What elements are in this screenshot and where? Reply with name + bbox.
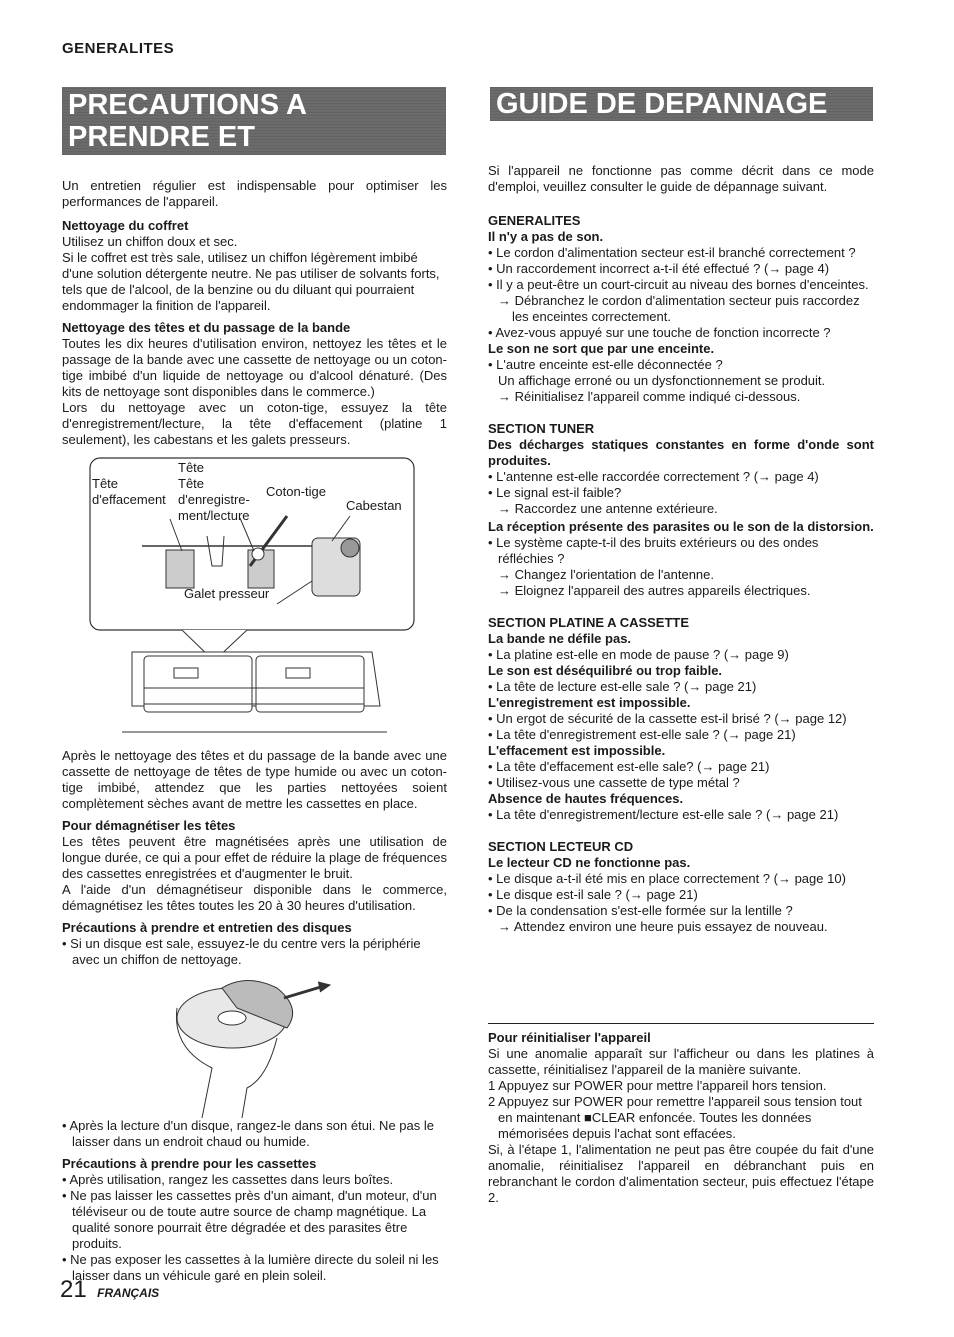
intro-text: Un entretien régulier est indispensable pour optimiser les performances de l'appareil.	[62, 178, 447, 209]
right-column	[488, 163, 874, 1206]
disques-bullet2: • Après la lecture d'un disque, rangez-le dans son étui. Ne pas le laisser dans un endroit chaud ou humide.	[62, 1118, 434, 1149]
reset-step1: 1 Appuyez sur POWER pour mettre l'appareil hors tension.	[488, 1078, 827, 1093]
tuner-bullet1: • L'antenne est-elle raccordée correctement ? (→ page 4)	[488, 469, 819, 484]
label-tete-effacement: Tête d'effacement	[92, 476, 166, 507]
k7-heading1: La bande ne défile pas.	[488, 631, 632, 646]
tuner-arrow1: → Raccordez une antenne extérieure.	[498, 501, 718, 516]
gen-bullet5: • L'autre enceinte est-elle déconnectée ?	[488, 357, 723, 372]
k7-bullet5: • La tête d'effacement est-elle sale? (→ page 21)	[488, 759, 770, 774]
gen-bullet4: • Avez-vous appuyé sur une touche de fonction incorrecte ?	[488, 325, 831, 340]
k7-bullet7: • La tête d'enregistrement/lecture est-elle sale ? (→ page 21)	[488, 807, 839, 822]
reset-text2: Si, à l'étape 1, l'alimentation ne peut pas être coupée du fait d'une anomalie, réinitialisez l'appareil en débranchant puis en rebranchant le cordon d'alimentation secteur, puis effectuez l'étape 2.	[488, 1142, 874, 1205]
k7-bullet1: • La platine est-elle en mode de pause ? (→ page 9)	[488, 647, 789, 662]
gen-section-title: GENERALITES	[488, 213, 581, 228]
reset-step2: 2 Appuyez sur POWER pour remettre l'appareil sous tension tout en maintenant ■CLEAR enfoncée. Toutes les données mémorisées depuis l'achat sont effacées.	[488, 1094, 862, 1141]
banner-depannage: GUIDE DE DEPANNAGE	[490, 87, 873, 121]
disques-bullet1: • Si un disque est sale, essuyez-le du centre vers la périphérie avec un chiffon de nettoyage.	[62, 936, 421, 967]
disc-cleaning-illustration	[62, 968, 447, 1118]
label-galet: Galet presseur	[184, 586, 270, 601]
tetes-text1: Toutes les dix heures d'utilisation environ, nettoyez les têtes et le passage de la bande avec une cassette de nettoyage ou un coton-tige imbibé d'un liquide de nettoyage ou d'alcool dénaturé. (Des kits de nettoyage sont disponibles dans le commerce.)	[62, 336, 447, 399]
coffret-heading: Nettoyage du coffret	[62, 218, 189, 233]
page-footer	[60, 1276, 159, 1304]
coffret-text2: Si le coffret est très sale, utilisez un chiffon légèrement imbibé d'une solution détergente neutre. Ne pas utiliser de solvants forts, tels que de l'alcool, de la benzine ou du diluant qui pourraient endommager la finition de l'appareil.	[62, 250, 440, 313]
k7-heading4: L'effacement est impossible.	[488, 743, 666, 758]
k7-heading3: L'enregistrement est impossible.	[488, 695, 691, 710]
tuner-heading1: Des décharges statiques constantes en forme d'onde sont produites.	[488, 437, 874, 468]
demag-text2: A l'aide d'un démagnétiseur disponible dans le commerce, démagnétisez les têtes toutes les 20 à 30 heures d'utilisation.	[62, 882, 447, 913]
cd-bullet2: • Le disque est-il sale ? (→ page 21)	[488, 887, 698, 902]
cd-section-title: SECTION LECTEUR CD	[488, 839, 634, 854]
reset-heading: Pour réinitialiser l'appareil	[488, 1030, 651, 1045]
gen-arrow2: → Réinitialisez l'appareil comme indiqué ci-dessous.	[498, 389, 801, 404]
tuner-arrow2: → Changez l'orientation de l'antenne.	[498, 567, 714, 582]
tetes-heading: Nettoyage des têtes et du passage de la bande	[62, 320, 351, 335]
label-tete-enregistrement: Tête d'enregistre-ment/lecture	[178, 476, 250, 523]
cd-heading1: Le lecteur CD ne fonctionne pas.	[488, 855, 691, 870]
disc-figure	[62, 968, 447, 1118]
k7-bullet4: • La tête d'enregistrement est-elle sale ? (→ page 21)	[488, 727, 796, 742]
tuner-section-title: SECTION TUNER	[488, 421, 595, 436]
reset-text1: Si une anomalie apparaît sur l'afficheur ou dans les platines à cassette, réinitialisez l'appareil de la manière suivante.	[488, 1046, 874, 1077]
demag-heading: Pour démagnétiser les têtes	[62, 818, 236, 833]
page-number: 21	[60, 1276, 87, 1303]
gen-text1: Un affichage erroné ou un dysfonctionnement se produit.	[498, 373, 826, 388]
tape-head-figure	[62, 456, 447, 748]
reset-divider	[488, 1023, 874, 1024]
tuner-heading2: La réception présente des parasites ou le son de la distorsion.	[488, 519, 874, 534]
section-tag: GENERALITES	[62, 40, 175, 57]
coffret-text1: Utilisez un chiffon doux et sec.	[62, 234, 238, 249]
guide-intro: Si l'appareil ne fonctionne pas comme décrit dans ce mode d'emploi, veuillez consulter le guide de dépannage suivant.	[488, 163, 874, 194]
cd-bullet1: • Le disque a-t-il été mis en place correctement ? (→ page 10)	[488, 871, 846, 886]
gen-bullet2: • Un raccordement incorrect a-t-il été effectué ? (→ page 4)	[488, 261, 830, 276]
k7-heading5: Absence de hautes fréquences.	[488, 791, 684, 806]
k7-bullet3: • Un ergot de sécurité de la cassette est-il brisé ? (→ page 12)	[488, 711, 847, 726]
cassettes-heading: Précautions à prendre pour les cassettes	[62, 1156, 317, 1171]
cd-bullet3: • De la condensation s'est-elle formée sur la lentille ?	[488, 903, 793, 918]
tuner-arrow3: → Eloignez l'appareil des autres appareils électriques.	[498, 583, 811, 598]
label-cabestan: Cabestan	[346, 498, 402, 513]
cassettes-bullet3: • Ne pas exposer les cassettes à la lumière directe du soleil ni les laisser dans un véhicule garé en plein soleil.	[62, 1252, 439, 1283]
cd-arrow1: → Attendez environ une heure puis essayez de nouveau.	[498, 919, 828, 934]
k7-bullet6: • Utilisez-vous une cassette de type métal ?	[488, 775, 740, 790]
tuner-bullet2: • Le signal est-il faible?	[488, 485, 622, 500]
gen-heading2: Le son ne sort que par une enceinte.	[488, 341, 715, 356]
footer-language: FRANÇAIS	[97, 1286, 160, 1300]
tetes-text2: Lors du nettoyage avec un coton-tige, essuyez la tête d'enregistrement/lecture, la tête d'effacement (platine 1 seulement), les cabestans et les galets presseurs.	[62, 400, 447, 447]
banner-precautions	[62, 87, 446, 185]
left-column	[62, 178, 447, 1284]
gen-heading1: Il n'y a pas de son.	[488, 229, 604, 244]
banner-line2: ENTRETIEN	[68, 153, 233, 185]
cassettes-bullet2: • Ne pas laisser les cassettes près d'un aimant, d'un moteur, d'un téléviseur ou de toute autre source de champ magnétique. La qualité sonore pourrait être dégradée et des parasites être produits.	[62, 1188, 437, 1251]
label-tete: Tête	[178, 460, 205, 475]
banner-line1: PRECAUTIONS A PRENDRE ET	[68, 89, 306, 153]
k7-section-title: SECTION PLATINE A CASSETTE	[488, 615, 690, 630]
disques-heading: Précautions à prendre et entretien des disques	[62, 920, 352, 935]
label-coton-tige: Coton-tige	[266, 484, 326, 499]
cassettes-bullet1: • Après utilisation, rangez les cassettes dans leurs boîtes.	[62, 1172, 394, 1187]
k7-heading2: Le son est déséquilibré ou trop faible.	[488, 663, 723, 678]
k7-bullet2: • La tête de lecture est-elle sale ? (→ page 21)	[488, 679, 757, 694]
gen-arrow1: → Débranchez le cordon d'alimentation secteur puis raccordez les enceintes correctement.	[498, 293, 860, 324]
gen-bullet1: • Le cordon d'alimentation secteur est-il branché correctement ?	[488, 245, 856, 260]
gen-bullet3: • Il y a peut-être un court-circuit au niveau des bornes d'enceintes.	[488, 277, 869, 292]
apres-text: Après le nettoyage des têtes et du passage de la bande avec une cassette de nettoyage de têtes de type humide ou avec un coton-tige imbibé, attendez que les parties nettoyées soient complètement sèches avant de mettre les cassettes en place.	[62, 748, 447, 811]
tuner-bullet3: • Le système capte-t-il des bruits extérieurs ou des ondes réfléchies ?	[488, 535, 819, 566]
demag-text1: Les têtes peuvent être magnétisées après une utilisation de longue durée, ce qui a pour effet de réduire la plage de fréquences des cassettes enregistrées et d'augmenter le bruit.	[62, 834, 447, 881]
